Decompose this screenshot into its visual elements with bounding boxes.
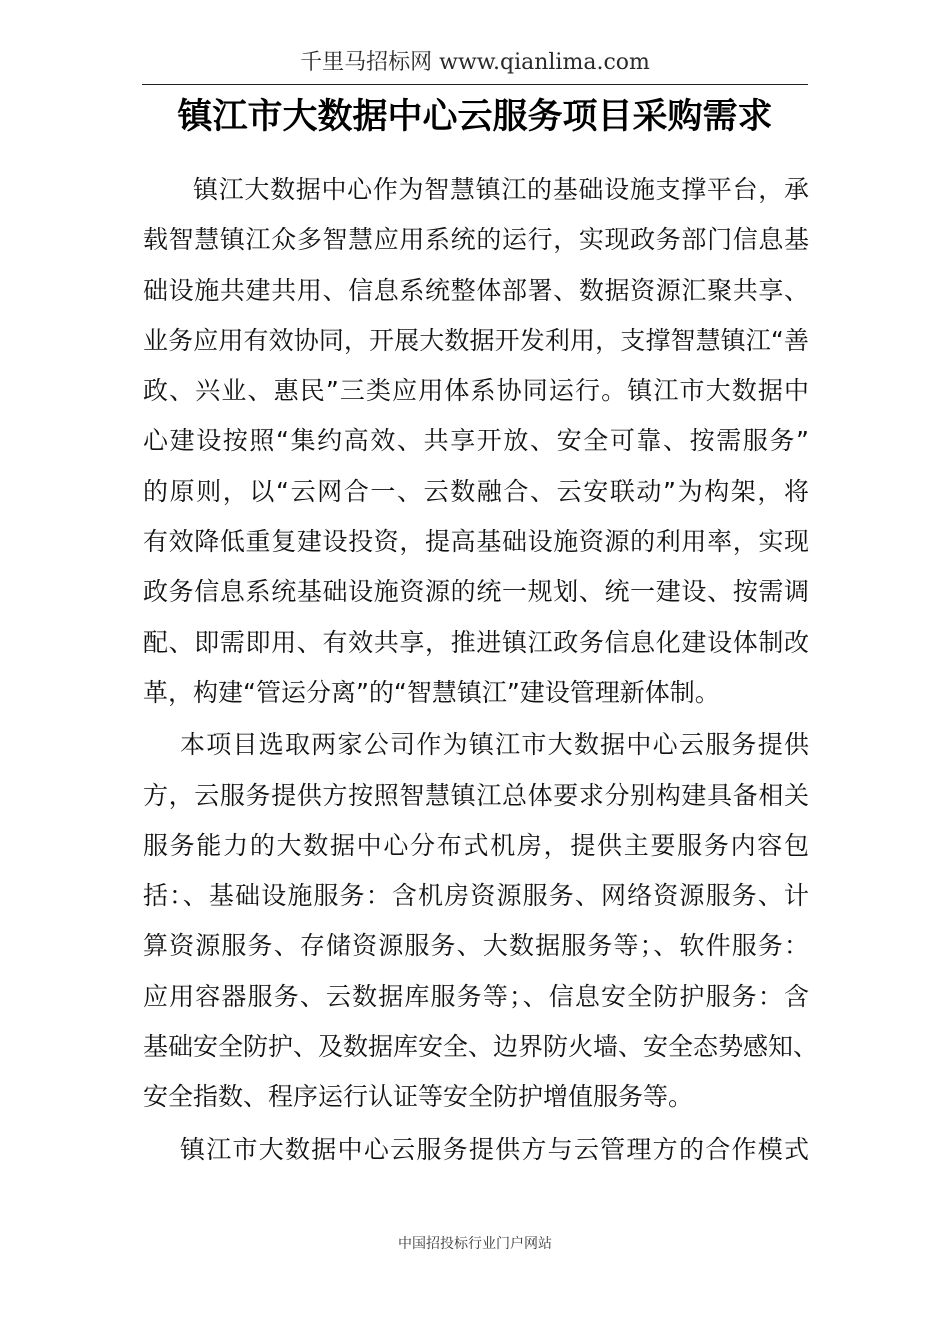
page-footer: 中国招投标行业门户网站 [398,1236,552,1252]
text-line: 服务能力的大数据中心分布式机房，提供主要服务内容包 [143,830,809,860]
text-line: 基础安全防护、及数据库安全、边界防火墙、安全态势感知、 [143,1032,819,1062]
document-body [143,165,819,1175]
text-line: 的原则，以“云网合一、云数融合、云安联动”为构架，将 [143,476,809,506]
paragraph-cooperation [143,1125,809,1175]
text-line: 革，构建“管运分离”的“智慧镇江”建设管理新体制。 [143,677,720,707]
paragraph-intro [143,165,809,718]
text-line: 算资源服务、存储资源服务、大数据服务等；、软件服务： [143,931,809,961]
text-line: 有效降低重复建设投资，提高基础设施资源的利用率，实现 [143,527,809,557]
text-line: 载智慧镇江众多智慧应用系统的运行，实现政务部门信息基 [143,225,809,255]
text-line: 政务信息系统基础设施资源的统一规划、统一建设、按需调 [143,577,809,607]
page-header: 千里马招标网 www.qianlima.com [300,50,650,75]
text-line: 镇江大数据中心作为智慧镇江的基础设施支撑平台，承 [193,175,809,204]
text-line: 括：、基础设施服务：含机房资源服务、网络资源服务、计 [143,881,809,911]
text-line: 应用容器服务、云数据库服务等；、信息安全防护服务：含 [143,981,809,1011]
text-line: 方，云服务提供方按照智慧镇江总体要求分别构建具备相关 [143,780,809,810]
paragraph-scope [143,720,819,1122]
text-line: 心建设按照“集约高效、共享开放、安全可靠、按需服务” [143,426,809,456]
text-line: 镇江市大数据中心云服务提供方与云管理方的合作模式 [180,1134,809,1164]
text-line: 本项目选取两家公司作为镇江市大数据中心云服务提供 [180,730,809,760]
text-line: 础设施共建共用、信息系统整体部署、数据资源汇聚共享、 [143,275,809,305]
header-divider [142,84,808,85]
document-title: 镇江市大数据中心云服务项目采购需求 [177,97,773,137]
text-line: 业务应用有效协同，开展大数据开发利用，支撑智慧镇江“善 [143,325,809,355]
text-line: 政、兴业、惠民”三类应用体系协同运行。镇江市大数据中 [143,376,809,406]
text-line: 安全指数、程序运行认证等安全防护增值服务等。 [143,1082,694,1112]
text-line: 配、即需即用、有效共享，推进镇江政务信息化建设体制改 [143,627,809,657]
